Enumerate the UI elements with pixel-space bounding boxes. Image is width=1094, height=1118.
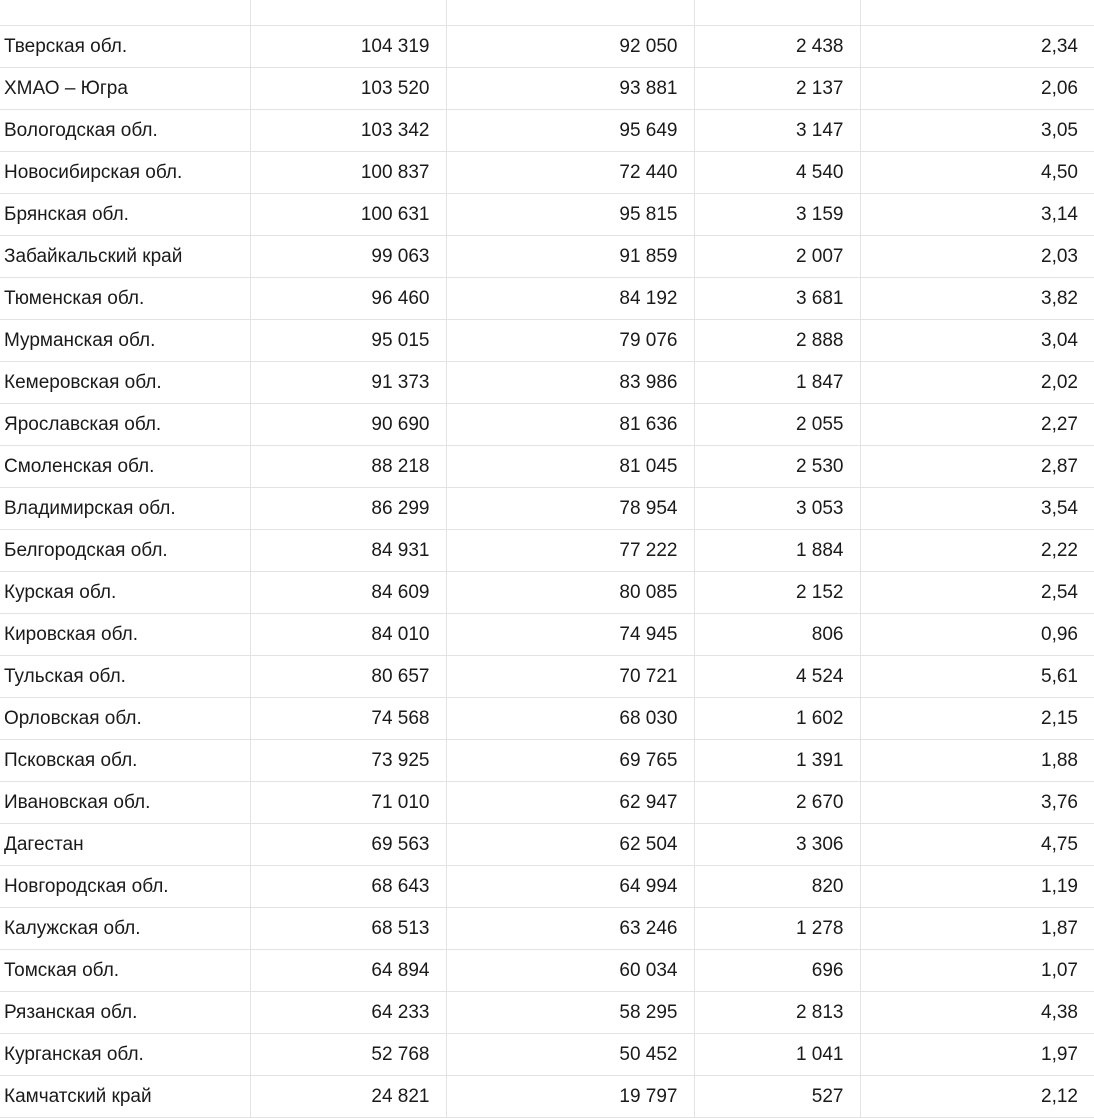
cell-value-3: 1 602 — [694, 698, 860, 740]
cell-region: Камчатский край — [0, 1076, 250, 1118]
cell-value-4: 2,34 — [860, 26, 1094, 68]
cell-value-2: 50 452 — [446, 1034, 694, 1076]
cell-value-1: 103 520 — [250, 68, 446, 110]
cell-value-1: 52 768 — [250, 1034, 446, 1076]
cell-value-3: 3 147 — [694, 110, 860, 152]
cell-value-4: 2,87 — [860, 446, 1094, 488]
table-row — [0, 320, 1094, 362]
cell-value-3: 2 055 — [694, 404, 860, 446]
cell-value-4: 5,61 — [860, 656, 1094, 698]
cell-value-4 — [860, 0, 1094, 26]
cell-value-1: 74 568 — [250, 698, 446, 740]
table-row — [0, 698, 1094, 740]
table-row — [0, 950, 1094, 992]
cell-region: Курская обл. — [0, 572, 250, 614]
cell-value-2: 19 797 — [446, 1076, 694, 1118]
table-row — [0, 362, 1094, 404]
table-row — [0, 992, 1094, 1034]
cell-value-4: 3,14 — [860, 194, 1094, 236]
cell-value-2: 91 859 — [446, 236, 694, 278]
cell-region: Курганская обл. — [0, 1034, 250, 1076]
cell-value-2: 64 994 — [446, 866, 694, 908]
cell-value-1: 64 894 — [250, 950, 446, 992]
cell-region: Мурманская обл. — [0, 320, 250, 362]
cell-value-3: 2 152 — [694, 572, 860, 614]
table-row — [0, 1076, 1094, 1118]
cell-value-2: 69 765 — [446, 740, 694, 782]
cell-value-3: 4 540 — [694, 152, 860, 194]
cell-value-3: 2 007 — [694, 236, 860, 278]
cell-value-2: 60 034 — [446, 950, 694, 992]
cell-value-1: 69 563 — [250, 824, 446, 866]
cell-value-4: 2,22 — [860, 530, 1094, 572]
cell-value-4: 2,03 — [860, 236, 1094, 278]
cell-region: Ивановская обл. — [0, 782, 250, 824]
cell-value-1: 99 063 — [250, 236, 446, 278]
cell-value-1: 100 837 — [250, 152, 446, 194]
table-row — [0, 110, 1094, 152]
table-row — [0, 404, 1094, 446]
cell-value-4: 1,19 — [860, 866, 1094, 908]
table-row — [0, 824, 1094, 866]
cell-value-4: 1,88 — [860, 740, 1094, 782]
cell-value-2: 95 649 — [446, 110, 694, 152]
cell-value-1: 64 233 — [250, 992, 446, 1034]
cell-value-2: 74 945 — [446, 614, 694, 656]
cell-value-3: 527 — [694, 1076, 860, 1118]
cell-value-2: 81 636 — [446, 404, 694, 446]
cell-value-2: 79 076 — [446, 320, 694, 362]
cell-value-3: 3 306 — [694, 824, 860, 866]
table-row — [0, 0, 1094, 26]
cell-value-3: 2 813 — [694, 992, 860, 1034]
cell-value-2 — [446, 0, 694, 26]
cell-value-2: 81 045 — [446, 446, 694, 488]
cell-value-2: 83 986 — [446, 362, 694, 404]
cell-region: Орловская обл. — [0, 698, 250, 740]
cell-region: Дагестан — [0, 824, 250, 866]
table-row — [0, 530, 1094, 572]
cell-region: Калужская обл. — [0, 908, 250, 950]
cell-value-1: 103 342 — [250, 110, 446, 152]
table-row — [0, 446, 1094, 488]
cell-value-2: 80 085 — [446, 572, 694, 614]
cell-value-3: 1 884 — [694, 530, 860, 572]
cell-value-2: 78 954 — [446, 488, 694, 530]
cell-value-1: 68 643 — [250, 866, 446, 908]
table-row — [0, 194, 1094, 236]
cell-value-4: 2,12 — [860, 1076, 1094, 1118]
cell-region: Белгородская обл. — [0, 530, 250, 572]
cell-value-4: 3,54 — [860, 488, 1094, 530]
cell-value-1 — [250, 0, 446, 26]
table-row — [0, 908, 1094, 950]
cell-value-2: 58 295 — [446, 992, 694, 1034]
cell-region: Псковская обл. — [0, 740, 250, 782]
table-row — [0, 656, 1094, 698]
cell-region — [0, 0, 250, 26]
cell-value-3: 3 681 — [694, 278, 860, 320]
table-row — [0, 866, 1094, 908]
cell-value-1: 24 821 — [250, 1076, 446, 1118]
cell-region: Кемеровская обл. — [0, 362, 250, 404]
cell-value-4: 4,38 — [860, 992, 1094, 1034]
cell-value-3: 4 524 — [694, 656, 860, 698]
cell-value-3: 1 278 — [694, 908, 860, 950]
cell-value-1: 71 010 — [250, 782, 446, 824]
cell-value-3: 2 670 — [694, 782, 860, 824]
cell-value-2: 70 721 — [446, 656, 694, 698]
cell-region: Новосибирская обл. — [0, 152, 250, 194]
cell-value-4: 2,54 — [860, 572, 1094, 614]
cell-value-4: 3,05 — [860, 110, 1094, 152]
cell-value-2: 62 504 — [446, 824, 694, 866]
cell-value-3: 1 847 — [694, 362, 860, 404]
cell-value-3: 1 391 — [694, 740, 860, 782]
table-row — [0, 236, 1094, 278]
cell-value-1: 73 925 — [250, 740, 446, 782]
cell-value-4: 3,82 — [860, 278, 1094, 320]
cell-value-1: 91 373 — [250, 362, 446, 404]
cell-value-3: 2 137 — [694, 68, 860, 110]
cell-value-4: 2,02 — [860, 362, 1094, 404]
table-row — [0, 1034, 1094, 1076]
cell-value-4: 0,96 — [860, 614, 1094, 656]
cell-region: ХМАО – Югра — [0, 68, 250, 110]
cell-value-1: 84 010 — [250, 614, 446, 656]
cell-value-1: 96 460 — [250, 278, 446, 320]
cell-value-2: 77 222 — [446, 530, 694, 572]
table-row — [0, 488, 1094, 530]
cell-region: Тюменская обл. — [0, 278, 250, 320]
cell-region: Брянская обл. — [0, 194, 250, 236]
cell-value-3: 3 159 — [694, 194, 860, 236]
cell-value-4: 4,50 — [860, 152, 1094, 194]
cell-value-4: 2,06 — [860, 68, 1094, 110]
cell-region: Томская обл. — [0, 950, 250, 992]
cell-value-1: 104 319 — [250, 26, 446, 68]
cell-value-1: 90 690 — [250, 404, 446, 446]
cell-value-1: 86 299 — [250, 488, 446, 530]
cell-value-3: 2 888 — [694, 320, 860, 362]
cell-value-1: 95 015 — [250, 320, 446, 362]
table-row — [0, 572, 1094, 614]
cell-value-3: 2 530 — [694, 446, 860, 488]
cell-value-2: 92 050 — [446, 26, 694, 68]
table-row — [0, 278, 1094, 320]
cell-value-3 — [694, 0, 860, 26]
cell-value-1: 88 218 — [250, 446, 446, 488]
cell-region: Новгородская обл. — [0, 866, 250, 908]
cell-value-2: 62 947 — [446, 782, 694, 824]
cell-region: Владимирская обл. — [0, 488, 250, 530]
cell-value-3: 2 438 — [694, 26, 860, 68]
cell-value-2: 93 881 — [446, 68, 694, 110]
cell-region: Кировская обл. — [0, 614, 250, 656]
cell-region: Ярославская обл. — [0, 404, 250, 446]
cell-value-4: 2,27 — [860, 404, 1094, 446]
table-row — [0, 782, 1094, 824]
cell-value-2: 84 192 — [446, 278, 694, 320]
cell-region: Вологодская обл. — [0, 110, 250, 152]
cell-value-4: 1,87 — [860, 908, 1094, 950]
cell-value-1: 100 631 — [250, 194, 446, 236]
cell-value-3: 1 041 — [694, 1034, 860, 1076]
table-row — [0, 152, 1094, 194]
cell-value-1: 84 931 — [250, 530, 446, 572]
cell-region: Тверская обл. — [0, 26, 250, 68]
cell-value-1: 68 513 — [250, 908, 446, 950]
table-row — [0, 740, 1094, 782]
cell-value-4: 3,76 — [860, 782, 1094, 824]
table-row — [0, 26, 1094, 68]
cell-value-4: 3,04 — [860, 320, 1094, 362]
cell-value-2: 72 440 — [446, 152, 694, 194]
table-row — [0, 68, 1094, 110]
table-row — [0, 614, 1094, 656]
cell-value-3: 3 053 — [694, 488, 860, 530]
cell-value-4: 1,97 — [860, 1034, 1094, 1076]
cell-region: Рязанская обл. — [0, 992, 250, 1034]
cell-region: Забайкальский край — [0, 236, 250, 278]
cell-value-3: 696 — [694, 950, 860, 992]
cell-value-1: 84 609 — [250, 572, 446, 614]
cell-value-3: 806 — [694, 614, 860, 656]
cell-value-4: 4,75 — [860, 824, 1094, 866]
cell-value-2: 95 815 — [446, 194, 694, 236]
cell-value-4: 2,15 — [860, 698, 1094, 740]
cell-region: Тульская обл. — [0, 656, 250, 698]
cell-value-4: 1,07 — [860, 950, 1094, 992]
cell-value-2: 68 030 — [446, 698, 694, 740]
cell-value-2: 63 246 — [446, 908, 694, 950]
cell-value-1: 80 657 — [250, 656, 446, 698]
cell-region: Смоленская обл. — [0, 446, 250, 488]
cell-value-3: 820 — [694, 866, 860, 908]
